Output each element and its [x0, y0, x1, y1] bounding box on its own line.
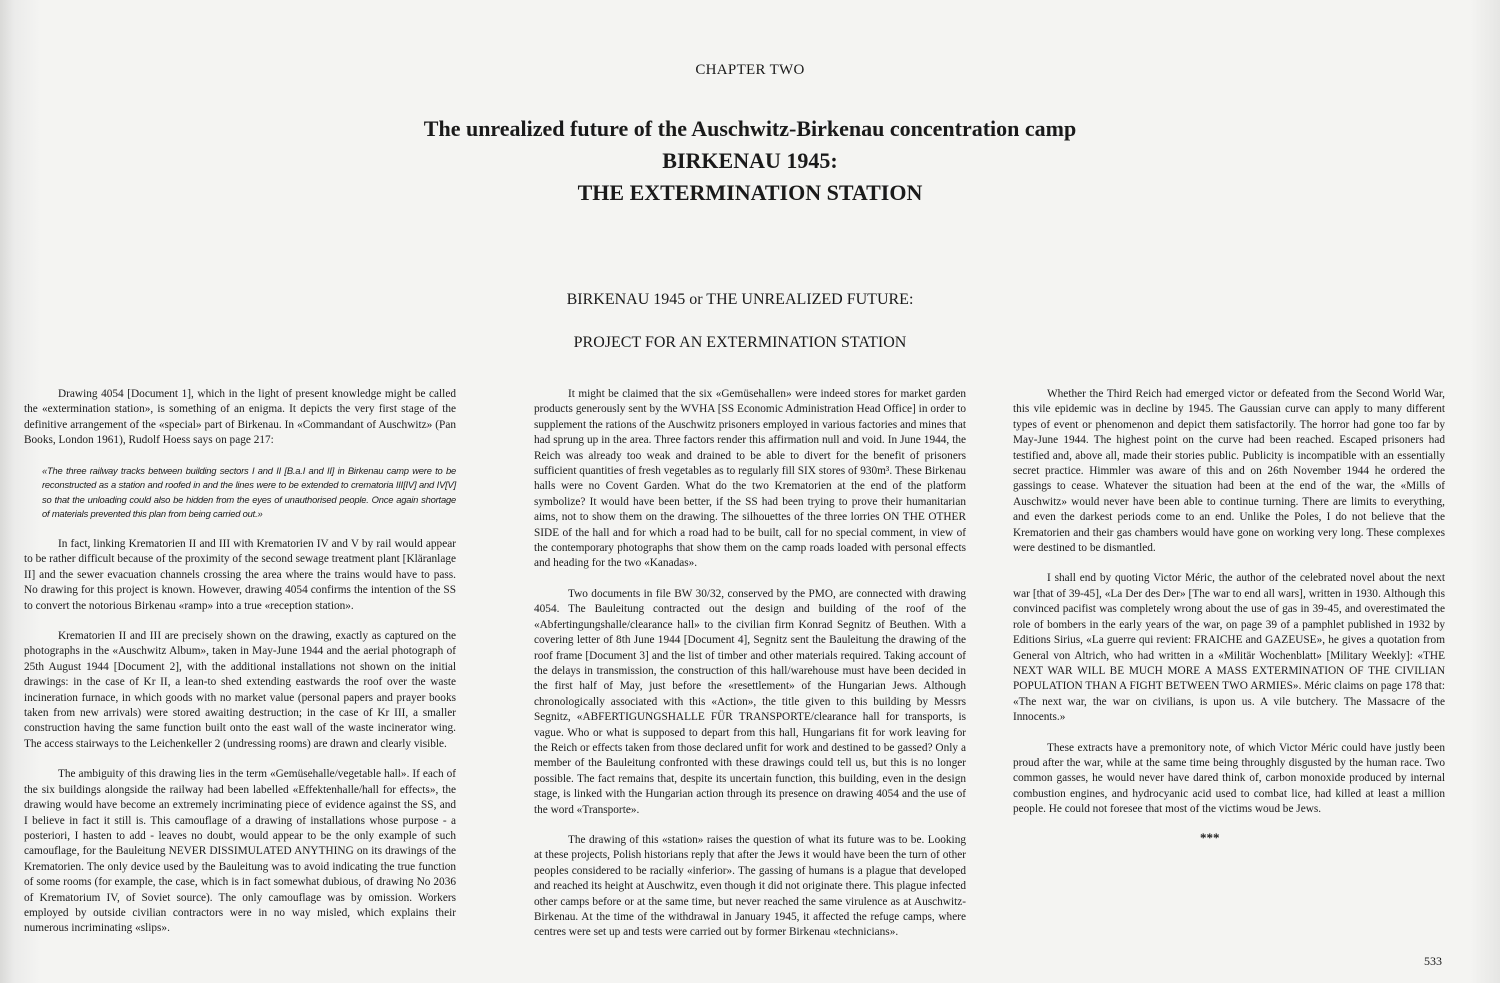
section-end-mark: *** — [1200, 830, 1220, 845]
paragraph: I shall end by quoting Victor Méric, the author of the celebrated novel about the next war [that of 39-45], «La Der des Der» [The war to end all wars], written in 1930. Although this convinced pacifist was completely wrong about the use of gas in 39-45, and overestimated the role of bombers in the early years of the war, on page 39 of a pamphlet published in 1932 by Editions Sirius, «La guerre qui revient: FRAICHE and GAZEUSE», he gives a quotation from General von Altrich, who had written in a «Militär Wochenblatt» [Military Weekly]: «THE NEXT WAR WILL BE MUCH MORE A MASS EXTERMINATION OF THE CIVILIAN POPULATION THAN A FIGHT BETWEEN TWO ARMIES». Méric claims on page 178 that: «The next war, the war on civilians, is upon us. A vile butchery. The Massacre of the Innocents.» — [1013, 572, 1445, 724]
chapter-title — [0, 113, 1500, 209]
paragraph: It might be claimed that the six «Gemüsehallen» were indeed stores for market garden products generously sent by the WVHA [SS Economic Administration Head Office] in order to supplement the rations of the Auschwitz prisoners employed in various factories and mines that had sprung up in the area. Three factors render this affirmation null and void. In June 1944, the Reich was already too weak and drained to be able to divert for the benefit of prisoners sufficient quantities of fresh vegetables as to regularly fill SIX stores of 930m³. These Birkenau halls were no Covent Garden. What do the two Krematorien at the end of the platform symbolize? It would have been better, if the SS had been trying to prove their humanitarian aims, not to show them on the drawing. The silhouettes of the three lorries ON THE OTHER SIDE of the hall and for which a road had to be built, call for no special comment, in view of the contemporary photographs that show them on the camp roads loaded with personal effects and heading for the two «Kanadas». — [534, 388, 966, 570]
section-heading-2: PROJECT FOR AN EXTERMINATION STATION — [573, 334, 907, 351]
title-line-3: THE EXTERMINATION STATION — [577, 180, 923, 205]
paragraph: The drawing of this «station» raises the question of what its future was to be. Looking at these projects, Polish historians reply that after the Jews it would have been the turn of other peoples considered to be racially «inferior». The gassing of humans is a plague that developed and reached its height at Auschwitz, even though it did not originate there. This plague infected other camps before or at the same time, but never reached the same virulence as at Auschwitz-Birkenau. At the time of the withdrawal in January 1945, it affected the refuge camps, where centres were set up and tests were carried out by former Birkenau «technicians». — [534, 833, 966, 939]
paragraph: Krematorien II and III are precisely shown on the drawing, exactly as captured on the photographs in the «Auschwitz Album», taken in May-June 1944 and the aerial photograph of 25th August 1944 [Document 2], with the additional installations not shown on the initial drawings: in the case of Kr II, a lean-to shed extending eastwards the roof over the waste incineration furnace, in which goods with no market value (personal papers and prayer books taken from new arrivals) were stored awaiting destruction; in the case of Kr III, a smaller construction having the same function built onto the east wall of the waste incinerator wing. The access stairways to the Leichenkeller 2 (undressing rooms) are drawn and clearly visible. — [24, 630, 456, 750]
paragraph: The ambiguity of this drawing lies in the term «Gemüsehalle/vegetable hall». If each of the six buildings alongside the railway had been labelled «Effektenhalle/hall for effects», the drawing would have become an extremely incriminating piece of evidence against the SS, and I believe in fact it still is. This camouflage of a drawing of installations whose purpose - a posteriori, I hasten to add - leaves no doubt, would appear to be the only example of such camouflage, for the Bauleitung NEVER DISSIMULATED ANYTHING on its drawings of the Krematorien. The only device used by the Bauleitung was to avoid indicating the true function of some rooms (for example, the case, which is in fact somewhat dubious, of drawing No 2036 of Krematorium IV, of Soviet source). The only camouflage was by omission. Workers employed by outside civilian contractors were in no way misled, which explains their numerous incriminating «slips». — [24, 768, 456, 935]
paragraph: These extracts have a premonitory note, of which Victor Méric could have justly been proud after the war, while at the same time being throughly disgusted by the human race. Two common gasses, he would never have dared think of, carbon monoxide produced by internal combustion engines, and hydrocyanic acid used to combat lice, had killed at least a million people. He could not foresee that most of the victims woud be Jews. — [1013, 741, 1445, 816]
page-number: 533 — [1424, 954, 1442, 968]
paragraph: Whether the Third Reich had emerged victor or defeated from the Second World War, this vile epidemic was in decline by 1945. The Gaussian curve can apply to many different types of event or phenomenon and depict them satisfactorily. The horror had gone too far by May-June 1944. The highest point on the curve had been reached. Escaped prisoners had testified and, above all, made their stories public. Publicity is incompatible with an essentially secret practice. Himmler was aware of this and on 26th November 1944 he ordered the gassings to cease. Whatever the situation had been at the end of the war, the «Mills of Auschwitz» would never have been able to continue turning. There are limits to everything, and even the darkest periods come to an end. Unlike the Poles, I do not believe that the Krematorien and their gas chambers would have gone on working very long. These complexes were destined to be dismantled. — [1013, 388, 1445, 555]
hoess-quotation: «The three railway tracks between building sectors I and II [B.a.I and II] in Birkenau camp were to be reconstructed as a station and roofed in and the lines were to be extended to crematoria III[IV] and IV[V] so that the unloading could also be hidden from the eyes of unauthorised people. Once again shortage of materials prevented this plan from being carried out.» — [42, 464, 456, 520]
paragraph: In fact, linking Krematorien II and III with Krematorien IV and V by rail would appear to be rather difficult because of the proximity of the second sewage treatment plant [Kläranlage II] and the sewer evacuation channels crossing the area where the trains would have to pass. No drawing for this project is known. However, drawing 4054 confirms the intention of the SS to convert the notorious Birkenau «ramp» into a true «reception station». — [24, 538, 456, 612]
text-column-3 — [1013, 387, 1445, 833]
text-column-2 — [534, 387, 966, 956]
text-column-1 — [24, 387, 456, 952]
paragraph: Drawing 4054 [Document 1], which in the light of present knowledge might be called the «extermination station», is something of an enigma. It depicts the very first stage of the definitive arrangement of the «special» part of Birkenau. In «Commandant of Auschwitz» (Pan Books, London 1961), Rudolf Hoess says on page 217: — [24, 388, 456, 447]
section-heading-1: BIRKENAU 1945 or THE UNREALIZED FUTURE: — [566, 291, 914, 308]
title-line-1: The unrealized future of the Auschwitz-Birkenau concentration camp — [423, 116, 1077, 141]
title-line-2: BIRKENAU 1945: — [662, 148, 838, 173]
chapter-label: CHAPTER TWO — [695, 62, 805, 78]
paragraph: Two documents in file BW 30/32, conserved by the PMO, are connected with drawing 4054. The Bauleitung contracted out the design and building of the roof of the «Abfertingungshalle/clearance hall» to the civilian firm Konrad Segnitz of Beuthen. With a covering letter of 8th June 1944 [Document 4], Segnitz sent the Bauleitung the drawing of the roof frame [Document 3] and the list of timber and other materials required. Taking account of the delays in transmission, the construction of this hall/warehouse must have been decided in the first half of May, just before the «resettlement» of the Hungarian Jews. Although chronologically associated with this «Action», the title given to this building by Messrs Segnitz, «ABFERTIGUNGSHALLE FÜR TRANSPORTE/clearance hall for transports, is vague. Who or what is supposed to depart from this hall, Hungarians fit for work leaving for the Reich or effects taken from those declared unfit for work and destined to be gassed? Only a member of the Bauleitung confronted with these drawings could tell us, but this is no longer possible. The fact remains that, despite its uncertain function, this building, even in the design stage, is linked with the Hungarian action through its presence on drawing 4054 and the use of the word «Transporte». — [534, 587, 966, 816]
